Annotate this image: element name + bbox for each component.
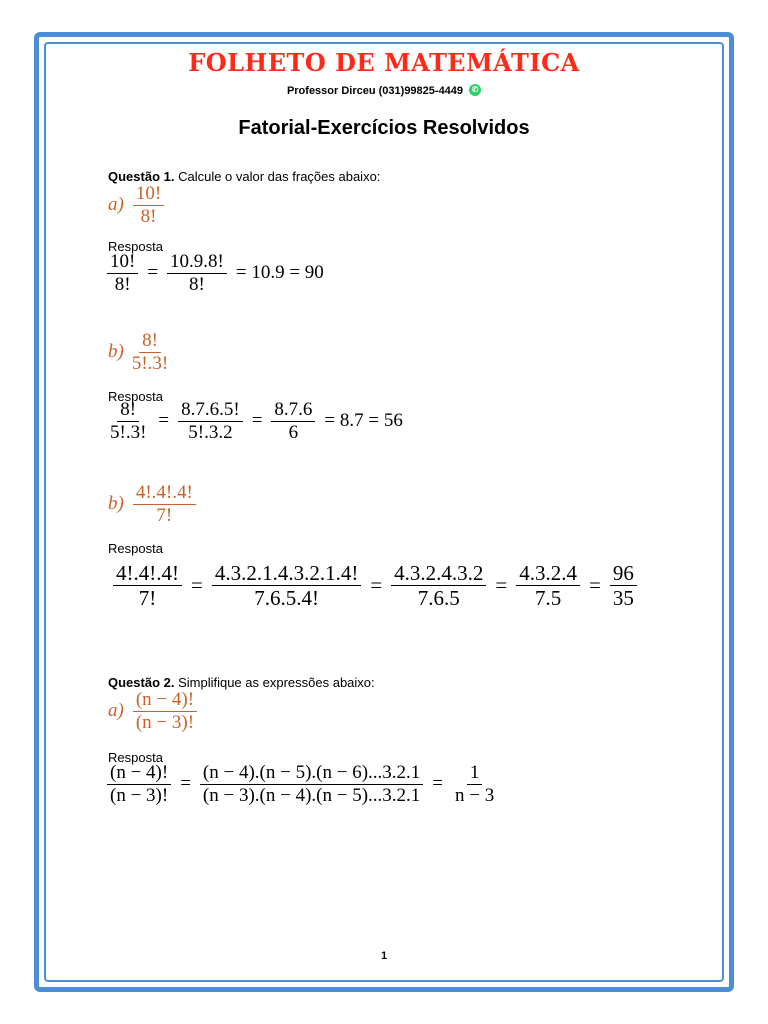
q1a-sol-d2: 8!	[189, 273, 205, 295]
q2a-resposta: Resposta	[108, 750, 163, 765]
q1c-sol-n3: 4.3.2.4.3.2	[391, 562, 486, 586]
question-2-text: Simplifique as expressões abaixo:	[174, 675, 375, 690]
q1c-sol-frac5	[610, 562, 637, 609]
q1c-sol-n4: 4.3.2.4	[516, 562, 580, 586]
question-1	[108, 169, 380, 184]
equals-sign: =	[190, 573, 203, 598]
q1c-solution	[110, 562, 640, 609]
equals-sign: =	[432, 773, 443, 795]
q2a-sol-d3: n − 3	[455, 784, 495, 806]
q1b-sol-rest: = 8.7 = 56	[324, 410, 403, 432]
q1c-item: b)	[108, 493, 124, 515]
q1b-item: b)	[108, 341, 124, 363]
q1b-sol-frac3	[271, 400, 315, 443]
q1b-sol-d3: 6	[288, 421, 299, 443]
q1a-sol-frac1	[107, 252, 138, 295]
q1b-fraction	[129, 331, 171, 374]
q1b-num: 8!	[139, 331, 161, 353]
q1c-sol-d2: 7.6.5.4!	[254, 586, 319, 611]
q1b-solution	[104, 400, 403, 443]
equals-sign: =	[158, 410, 170, 432]
q1c-sol-n5: 96	[610, 562, 637, 586]
q1b-sol-n1: 8!	[117, 400, 139, 422]
q1c-sol-n2: 4.3.2.1.4.3.2.1.4!	[212, 562, 362, 586]
q2a-sol-n2: (n − 4).(n − 5).(n − 6)...3.2.1	[200, 763, 423, 785]
q1c-fraction	[133, 483, 196, 526]
q1a-sol-rest: = 10.9 = 90	[235, 262, 324, 284]
q1a-sol-n2: 10.9.8!	[167, 252, 227, 274]
q1b-sol-frac2	[178, 400, 243, 443]
q2a-sol-d2: (n − 3).(n − 4).(n − 5)...3.2.1	[202, 784, 421, 806]
q2a-sol-n3: 1	[467, 763, 483, 785]
q1a-fraction	[133, 184, 164, 227]
q1c-sol-frac4	[516, 562, 580, 609]
q1b-sol-n3: 8.7.6	[271, 400, 315, 422]
contact-line	[0, 84, 768, 97]
q1b-resposta: Resposta	[108, 389, 163, 404]
contact-text: Professor Dirceu (031)99825-4449	[286, 85, 464, 97]
q1c-sol-frac2	[212, 562, 362, 609]
equals-sign: =	[251, 410, 263, 432]
q2a-num: (n − 4)!	[133, 690, 197, 712]
equals-sign: =	[370, 573, 383, 598]
q1a-expression	[108, 184, 167, 227]
q2a-den: (n − 3)!	[135, 711, 195, 733]
q1c-sol-frac1	[113, 562, 182, 609]
q1b-sol-d2: 5!.3.2	[188, 421, 233, 443]
q2a-sol-n1: (n − 4)!	[107, 763, 171, 785]
q2a-item: a)	[108, 700, 124, 722]
q1b-den: 5!.3!	[131, 352, 169, 374]
q2a-sol-d1: (n − 3)!	[110, 784, 169, 806]
equals-sign: =	[589, 573, 601, 598]
q1b-sol-d1: 5!.3!	[110, 421, 147, 443]
q2a-sol-frac2	[200, 763, 423, 806]
equals-sign: =	[180, 773, 191, 795]
question-2-label: Questão 2.	[108, 675, 175, 690]
question-2	[108, 675, 375, 690]
equals-sign: =	[147, 262, 159, 284]
brand-title: FOLHETO DE MATEMÁTICA	[188, 48, 580, 77]
page-number: 1	[380, 950, 388, 962]
q1c-sol-d4: 7.5	[535, 586, 562, 611]
question-1-label: Questão 1.	[108, 169, 175, 184]
q1c-sol-d3: 7.6.5	[417, 586, 460, 611]
q1c-resposta: Resposta	[108, 541, 163, 556]
q1c-num: 4!.4!.4!	[133, 483, 196, 505]
q1b-sol-n2: 8.7.6.5!	[178, 400, 243, 422]
q1c-expression	[108, 483, 199, 526]
q1c-den: 7!	[156, 504, 173, 526]
q1c-sol-d5: 35	[612, 586, 634, 611]
q2a-fraction	[133, 690, 197, 733]
q1a-num: 10!	[133, 184, 164, 206]
q1b-sol-frac1	[107, 400, 149, 443]
q2a-sol-frac1	[107, 763, 171, 806]
q1a-solution	[104, 252, 324, 295]
q1c-sol-n1: 4!.4!.4!	[113, 562, 182, 586]
q1a-sol-d1: 8!	[114, 273, 131, 295]
q1c-sol-d1: 7!	[138, 586, 157, 611]
equals-sign: =	[495, 573, 508, 598]
q1a-resposta: Resposta	[108, 239, 163, 254]
q1a-sol-frac2	[167, 252, 227, 295]
question-1-text: Calcule o valor das frações abaixo:	[174, 169, 381, 184]
q2a-expression	[108, 690, 200, 733]
q2a-solution	[104, 763, 500, 806]
q1b-expression	[108, 331, 174, 374]
q1a-item: a)	[108, 194, 124, 216]
q1a-sol-n1: 10!	[107, 252, 138, 274]
q1a-den: 8!	[140, 205, 157, 227]
page-title: Fatorial-Exercícios Resolvidos	[238, 117, 530, 139]
q2a-sol-frac3	[452, 763, 497, 806]
q1c-sol-frac3	[391, 562, 486, 609]
whatsapp-icon: ✆	[469, 84, 481, 96]
